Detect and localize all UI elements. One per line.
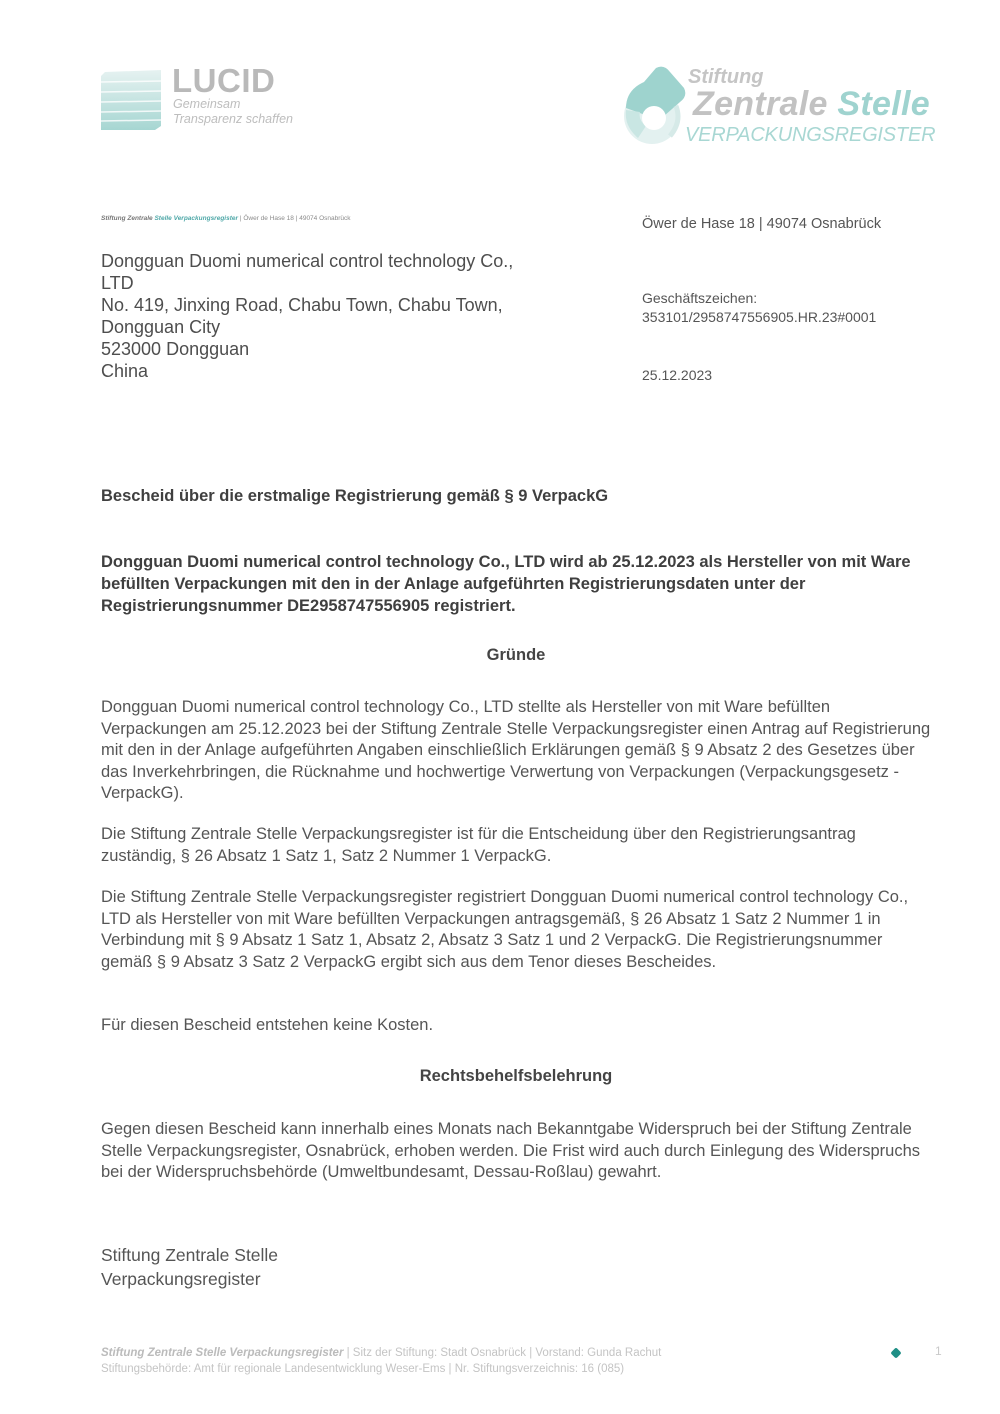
zsvr-logo-line2 <box>693 85 930 124</box>
footer-line1 <box>101 1345 661 1361</box>
lucid-logo-title: LUCID <box>172 62 276 99</box>
lucid-logo-tagline <box>173 97 293 127</box>
signature-line2: Verpackungsregister <box>101 1269 261 1289</box>
zsvr-logo-line3: VERPACKUNGSREGISTER <box>685 124 936 146</box>
document-subject: Bescheid über die erstmalige Registrierung gemäß § 9 VerpackG <box>101 487 609 505</box>
recipient-line: LTD <box>101 273 134 293</box>
reference-block <box>642 289 876 327</box>
recipient-line: China <box>101 361 149 381</box>
issuer-address: Öwer de Hase 18 | 49074 Osnabrück <box>642 216 882 232</box>
reasons-paragraph-2: Die Stiftung Zentrale Stelle Verpackungsregister ist für die Entscheidung über den Registrierungsantrag zuständig, § 26 Absatz 1 Satz 1, Satz 2 Nummer 1 VerpackG. <box>101 825 856 865</box>
legal-remedy-text: Gegen diesen Bescheid kann innerhalb eines Monats nach Bekanntgabe Widerspruch bei der Stiftung Zentrale Stelle Verpackungsregister, Osnabrück, erhoben werden. Die Frist wird auch durch Einlegung des Widerspruchs bei der Widerspruchsbehörde (Umweltbundesamt, Dessau-Roßlau) gewahrt. <box>101 1120 920 1182</box>
heading-legal-remedy: Rechtsbehelfsbelehrung <box>419 1067 613 1085</box>
reasons-paragraph-3: Die Stiftung Zentrale Stelle Verpackungsregister registriert Dongguan Duomi numerical control technology Co., LTD als Hersteller von mit Ware befüllten Verpackungen antragsgemäß, § 26 Absatz 1 Satz 2 Nummer 1 in Verbindung mit § 9 Absatz 1 Satz 1, Absatz 2, Absatz 3 Satz 1 und 2 VerpackG. Die Registrierungsnummer gemäß § 9 Absatz 3 Satz 2 VerpackG ergibt sich aus dem Tenor dieses Bescheides. <box>101 888 909 971</box>
signature-block <box>101 1243 278 1291</box>
lucid-tagline-line1: Gemeinsam <box>173 97 241 111</box>
recipient-line: Dongguan City <box>101 317 221 337</box>
recipient-line: No. 419, Jinxing Road, Chabu Town, Chabu Town, <box>101 295 503 315</box>
sender-org-part2: Stelle Verpackungsregister <box>154 215 239 222</box>
reference-value: 353101/2958747556905.HR.23#0001 <box>642 309 877 325</box>
heading-reasons: Gründe <box>486 646 546 664</box>
zsvr-logo-zentrale: Zentrale <box>693 85 838 123</box>
sender-org-part1: Stiftung Zentrale <box>101 215 155 222</box>
footer-marker-icon <box>890 1347 901 1358</box>
footer-line2: Stiftungsbehörde: Amt für regionale Landesentwicklung Weser-Ems | Nr. Stiftungsverzeichnis: 16 (085) <box>101 1363 625 1375</box>
zsvr-logo-stelle: Stelle <box>837 85 930 123</box>
lucid-tagline-line2: Transparenz schaffen <box>173 112 293 126</box>
page-footer <box>101 1345 661 1377</box>
zsvr-logo-line1: Stiftung <box>688 66 764 88</box>
lucid-logo-icon <box>99 68 163 131</box>
page-number: 1 <box>935 1344 942 1358</box>
reasons-paragraph-1: Dongguan Duomi numerical control technology Co., LTD stellte als Hersteller von mit Ware befüllten Verpackungen am 25.12.2023 bei der Stiftung Zentrale Stelle Verpackungsregister einen Antrag auf Registrierung mit den in der Anlage aufgeführten Angaben einschließlich Erklärungen gemäß § 9 Absatz 2 des Gesetzes über das Inverkehrbringen, die Rücknahme und hochwertige Verwertung von Verpackungen (Verpackungsgesetz - VerpackG). <box>101 698 931 803</box>
recipient-address <box>101 250 551 382</box>
recipient-line: Dongguan Duomi numerical control technology Co., <box>101 251 514 271</box>
footer-org: Stiftung Zentrale Stelle Verpackungsregister <box>101 1347 344 1359</box>
costs-paragraph: Für diesen Bescheid entstehen keine Kosten. <box>101 1016 434 1034</box>
zsvr-logo-icon <box>620 66 692 146</box>
sender-return-line <box>101 215 351 222</box>
sender-address: | Öwer de Hase 18 | 49074 Osnabrück <box>238 215 351 222</box>
reference-label: Geschäftszeichen: <box>642 290 758 306</box>
document-date: 25.12.2023 <box>642 367 713 383</box>
footer-line1-rest: | Sitz der Stiftung: Stadt Osnabrück | Vorstand: Gunda Rachut <box>343 1347 662 1359</box>
document-tenor: Dongguan Duomi numerical control technology Co., LTD wird ab 25.12.2023 als Hersteller von mit Ware befüllten Verpackungen mit den in der Anlage aufgeführten Registrierungsdaten unter der Registrierungsnummer DE2958747556905 registriert. <box>101 553 911 615</box>
recipient-line: 523000 Dongguan <box>101 339 250 359</box>
signature-line1: Stiftung Zentrale Stelle <box>101 1245 279 1265</box>
